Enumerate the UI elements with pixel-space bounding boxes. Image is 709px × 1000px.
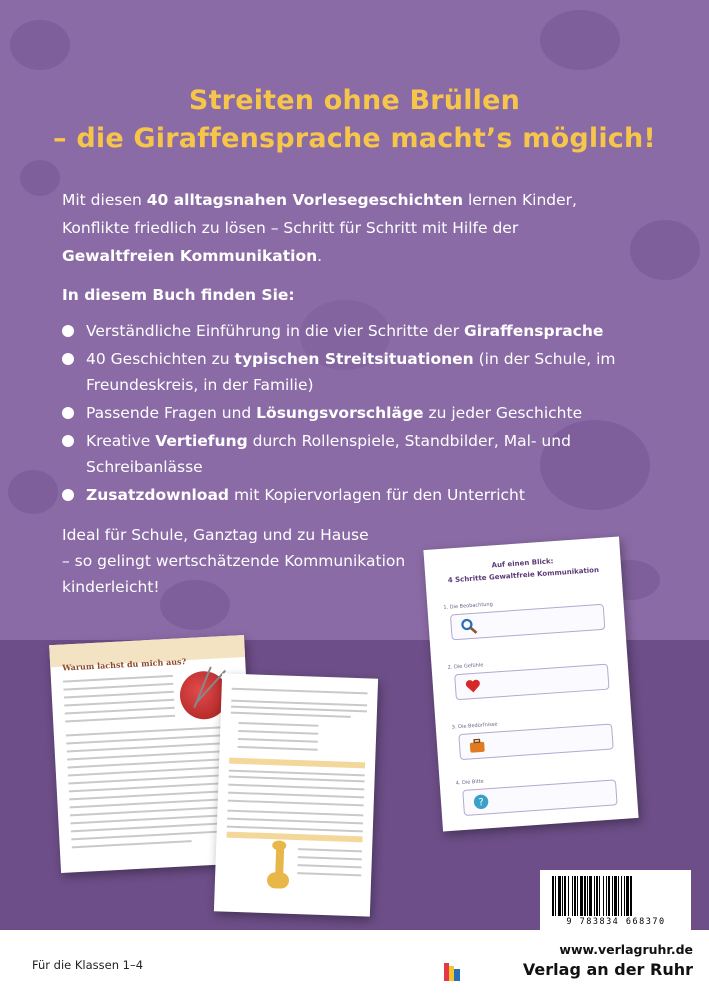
section-bar (229, 758, 365, 769)
bg-spot (540, 10, 620, 70)
text-line (238, 722, 318, 727)
barcode-bar (630, 876, 632, 916)
feature-bold: Vertiefung (155, 432, 248, 450)
barcode-bar (552, 876, 554, 916)
isbn-number: 9 783834 668370 (566, 917, 666, 927)
barcode-bar (612, 876, 613, 916)
feature-item (62, 318, 682, 344)
feature-item (62, 482, 682, 508)
text-line (228, 792, 364, 799)
text-line (63, 675, 173, 683)
question-icon (471, 792, 490, 811)
grade-range: Für die Klassen 1–4 (32, 958, 144, 972)
text-line (238, 730, 318, 735)
closing-line2: – so gelingt wertschätzende Kommunikation (62, 552, 406, 570)
step-label: 2. Die Gefühle (447, 662, 484, 671)
text-line (229, 776, 365, 783)
step-label: 4. Die Bitte (455, 778, 484, 787)
barcode-bar (589, 876, 592, 916)
barcode-bar (568, 876, 569, 916)
barcode-bar (584, 876, 586, 916)
feature-bold: Zusatzdownload (86, 486, 230, 504)
feature-text: Verständliche Einführung in die vier Schritte der (86, 322, 464, 340)
barcode-bar (577, 876, 578, 916)
preview-page-overview (423, 537, 638, 832)
barcode-bar (587, 876, 588, 916)
section-bar (226, 832, 362, 843)
preview-page-questions (214, 673, 378, 916)
text-line (227, 818, 363, 825)
bullet-icon (62, 435, 74, 447)
barcode-bar (555, 876, 556, 916)
publisher-name: Verlag an der Ruhr (522, 960, 693, 979)
heart-icon (463, 676, 482, 695)
barcode-bar (599, 876, 600, 916)
barcode-bar (594, 876, 595, 916)
barcode-bar (574, 876, 576, 916)
barcode-bar (558, 876, 561, 916)
text-line (238, 746, 318, 751)
text-line (238, 738, 318, 743)
intro-bold1: 40 alltagsnahen Vorlesegeschichten (146, 191, 464, 209)
step-box-observation (450, 604, 605, 641)
barcode-bar (614, 876, 617, 916)
intro-line2: Konflikte friedlich zu lösen – Schritt für Schritt mit Hilfe der (62, 219, 519, 237)
bullet-icon (62, 489, 74, 501)
barcode-bar (603, 876, 604, 916)
intro-part1: Mit diesen (62, 191, 147, 209)
barcode-bar (606, 876, 607, 916)
giraffe-icon (264, 840, 292, 897)
step-box-feelings (454, 664, 609, 701)
feature-bold: Giraffensprache (464, 322, 604, 340)
closing-line3: kinderleicht! (62, 578, 160, 596)
svg-text:?: ? (478, 797, 485, 809)
barcode-box (540, 870, 691, 934)
bullet-icon (62, 353, 74, 365)
bullet-icon (62, 407, 74, 419)
magnifier-icon (459, 617, 478, 636)
feature-item (62, 428, 682, 480)
step-box-request (462, 779, 617, 816)
text-line (298, 864, 362, 868)
feature-text: zu jeder Geschichte (423, 404, 583, 422)
feature-text: (in der Schule, im Freundeskreis, in der Familie) (86, 350, 616, 394)
text-line (63, 683, 173, 691)
text-line (232, 688, 368, 695)
overview-title-2: 4 Schritte Gewaltfreie Kommunikation (447, 565, 600, 585)
overview-title-1: Auf einen Blick: (491, 557, 554, 570)
headline-line1: Streiten ohne Brüllen (188, 85, 521, 116)
text-line (228, 800, 364, 807)
text-line (64, 699, 174, 707)
text-line (298, 856, 362, 860)
barcode-icon (550, 876, 681, 918)
barcode-bar (572, 876, 573, 916)
publisher-website: www.verlagruhr.de (559, 942, 693, 957)
text-line (72, 840, 192, 848)
closing-line1: Ideal für Schule, Ganztag und zu Hause (62, 526, 369, 544)
text-line (298, 848, 362, 852)
text-line (297, 872, 361, 876)
bg-spot (8, 470, 58, 514)
intro-part2: lernen Kinder, (463, 191, 577, 209)
feature-text: 40 Geschichten zu (86, 350, 235, 368)
barcode-bar (626, 876, 629, 916)
suitcase-icon (468, 736, 487, 755)
barcode-bar (618, 876, 619, 916)
step-label: 1. Die Beobachtung (443, 601, 494, 611)
barcode-bar (564, 876, 566, 916)
features-list (62, 318, 682, 510)
barcode-bar (580, 876, 583, 916)
feature-item (62, 346, 682, 398)
story-title: Warum lachst du mich aus? (62, 656, 187, 673)
barcode-bar (608, 876, 610, 916)
features-heading: In diesem Buch finden Sie: (62, 286, 295, 304)
text-line (65, 707, 175, 715)
text-line (64, 691, 174, 699)
feature-item (62, 400, 682, 426)
text-line (228, 784, 364, 791)
barcode-bar (624, 876, 625, 916)
feature-bold: typischen Streitsituationen (234, 350, 474, 368)
barcode-bar (621, 876, 622, 916)
text-line (65, 715, 175, 723)
feature-text: Kreative (86, 432, 156, 450)
bg-spot (20, 160, 60, 196)
feature-bold: Lösungsvorschläge (256, 404, 424, 422)
text-line (231, 712, 351, 718)
headline-line2: – die Giraffensprache macht’s möglich! (53, 123, 656, 154)
text-line (227, 810, 363, 817)
feature-text: mit Kopiervorlagen für den Unterricht (229, 486, 525, 504)
bullet-icon (62, 325, 74, 337)
feature-text: Passende Fragen und (86, 404, 257, 422)
intro-text (62, 186, 662, 270)
feature-text: durch Rollenspiele, Standbilder, Mal- und Schreibanlässe (86, 432, 571, 476)
barcode-bar (596, 876, 598, 916)
headline (0, 82, 709, 158)
step-box-needs (458, 723, 613, 760)
bg-spot (10, 20, 70, 70)
publisher-logo-icon (444, 963, 460, 981)
step-label: 3. Die Bedürfnisse (451, 721, 498, 731)
intro-end: . (317, 247, 323, 265)
intro-bold2: Gewaltfreien Kommunikation (62, 247, 318, 265)
barcode-bar (562, 876, 563, 916)
